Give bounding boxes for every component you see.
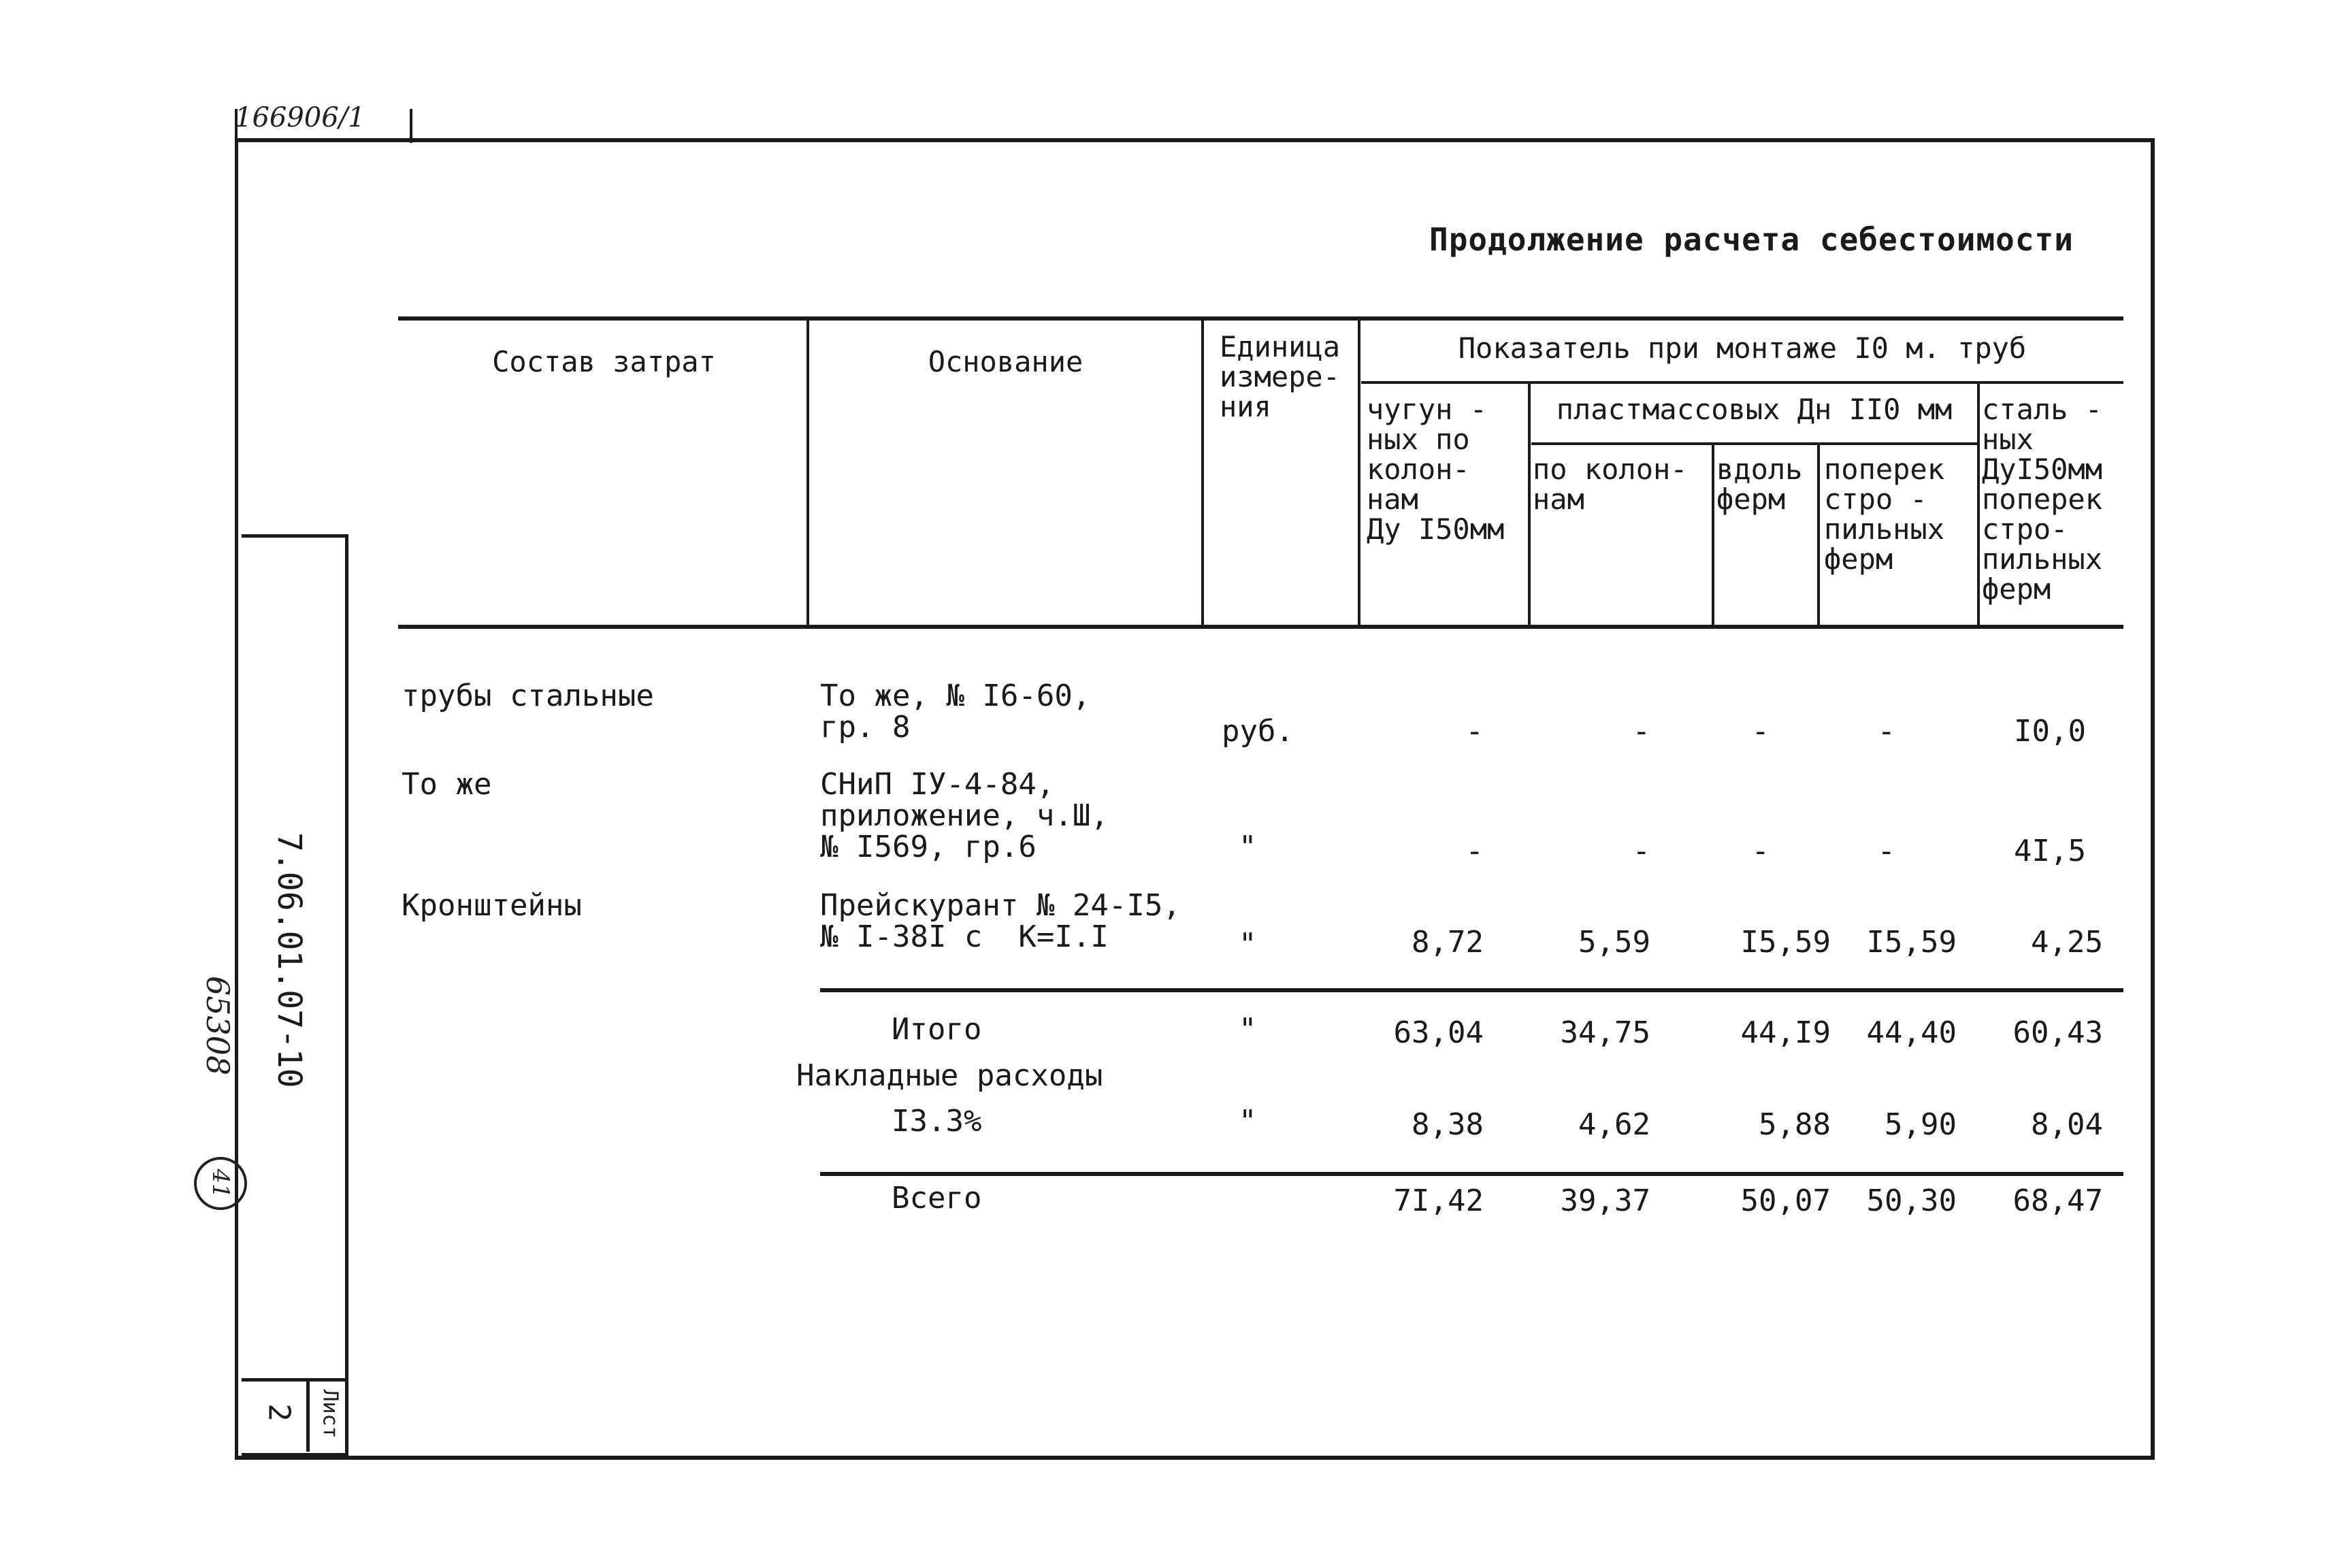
grand-total-value-cast-iron: 7I,42 <box>1393 1183 1484 1218</box>
header-column-divider <box>1201 318 1204 626</box>
grand-total-value-steel: 68,47 <box>2012 1183 2103 1218</box>
row-basis: СНиП IУ-4-84, приложение, ч.Ш, № I569, гр.6 <box>820 767 1109 864</box>
row-unit: " <box>1239 927 1257 962</box>
header-rule <box>1531 442 1977 445</box>
header-steel: сталь - ных ДуI50мм поперек стро- пильных ферм <box>1982 393 2103 606</box>
table-top-rule <box>398 316 2123 321</box>
document-code: 7.06.01.07-10 <box>270 832 308 1088</box>
sheet-label: Лист <box>318 1389 342 1439</box>
row-basis: То же, № I6-60, гр. 8 <box>820 679 1091 745</box>
row-value-plastic-along: - <box>1751 714 1770 749</box>
overhead-value-plastic-columns: 4,62 <box>1578 1107 1650 1142</box>
row-unit: " <box>1239 830 1257 864</box>
overhead-value-plastic-across: 5,90 <box>1885 1107 1957 1142</box>
total-value-plastic-along: 44,I9 <box>1740 1015 1831 1050</box>
row-value-plastic-along: - <box>1751 834 1770 868</box>
header-basis: Основание <box>928 345 1083 378</box>
total-value-steel: 60,43 <box>2012 1015 2103 1050</box>
row-value-plastic-columns: - <box>1632 834 1650 868</box>
row-name: Кронштейны <box>402 888 582 923</box>
frame-corner-tick <box>410 109 412 143</box>
overhead-value-cast-iron: 8,38 <box>1412 1107 1484 1142</box>
grand-total-label: Всего <box>892 1181 982 1215</box>
header-rule <box>1361 381 2123 384</box>
handwritten-inventory-number: 166906/1 <box>235 102 365 133</box>
row-unit: руб. <box>1222 714 1294 749</box>
row-value-steel: I0,0 <box>2014 714 2086 749</box>
overhead-label: Накладные расходы <box>796 1058 1103 1093</box>
header-bottom-rule <box>398 625 2123 629</box>
row-value-plastic-across: - <box>1877 714 1895 749</box>
header-column-divider <box>1712 444 1714 626</box>
row-value-plastic-across: - <box>1877 834 1895 868</box>
total-label: Итого <box>892 1012 982 1047</box>
header-plastic-along: вдоль ферм <box>1716 453 1803 516</box>
header-column-divider <box>1817 444 1820 626</box>
subtotal-rule <box>820 988 2123 992</box>
page-title: Продолжение расчета себестоимости <box>1429 221 2074 258</box>
header-indicator-group: Показатель при монтаже I0 м. труб <box>1458 331 2027 365</box>
header-column-divider <box>1977 381 1980 626</box>
sheet-number: 2 <box>261 1403 297 1422</box>
overhead-rate: I3.3% <box>892 1104 982 1139</box>
header-composition: Состав затрат <box>492 345 716 378</box>
total-value-plastic-columns: 34,75 <box>1560 1015 1650 1050</box>
header-plastic-columns: по колон- нам <box>1533 453 1688 516</box>
header-column-divider <box>1528 381 1531 626</box>
overhead-value-steel: 8,04 <box>2031 1107 2103 1142</box>
row-value-steel: 4,25 <box>2031 925 2103 960</box>
circled-page-mark: 41 <box>194 1157 247 1210</box>
row-name: трубы стальные <box>402 679 654 713</box>
row-value-plastic-columns: 5,59 <box>1578 925 1650 960</box>
header-unit: Единица измере- ния <box>1220 330 1341 423</box>
header-plastic-across: поперек стро - пильных ферм <box>1824 453 1945 576</box>
total-unit: " <box>1239 1012 1257 1047</box>
header-column-divider <box>806 318 809 626</box>
stamp-divider <box>306 1380 310 1452</box>
row-value-plastic-columns: - <box>1632 714 1650 749</box>
row-value-steel: 4I,5 <box>2014 834 2086 868</box>
stamp-divider <box>242 1378 348 1382</box>
grand-total-value-plastic-along: 50,07 <box>1740 1183 1831 1218</box>
grand-total-value-plastic-columns: 39,37 <box>1560 1183 1650 1218</box>
row-value-cast-iron: - <box>1465 714 1484 749</box>
grand-total-value-plastic-across: 50,30 <box>1866 1183 1957 1218</box>
header-plastic-group: пластмассовых Дн II0 мм <box>1556 393 1953 426</box>
row-value-plastic-along: I5,59 <box>1740 925 1831 960</box>
row-value-cast-iron: - <box>1465 834 1484 868</box>
total-value-cast-iron: 63,04 <box>1393 1015 1484 1050</box>
row-name: То же <box>402 767 492 802</box>
overhead-value-plastic-along: 5,88 <box>1759 1107 1831 1142</box>
row-value-plastic-across: I5,59 <box>1866 925 1957 960</box>
total-rule <box>820 1172 2123 1176</box>
row-value-cast-iron: 8,72 <box>1412 925 1484 960</box>
header-column-divider <box>1358 318 1360 626</box>
header-cast-iron: чугун - ных по колон- нам Ду I50мм <box>1367 393 1505 546</box>
total-value-plastic-across: 44,40 <box>1866 1015 1957 1050</box>
row-basis: Прейскурант № 24-I5, № I-38I с К=I.I <box>820 888 1181 954</box>
overhead-unit: " <box>1239 1104 1257 1139</box>
archive-number: 65308 <box>199 975 236 1076</box>
